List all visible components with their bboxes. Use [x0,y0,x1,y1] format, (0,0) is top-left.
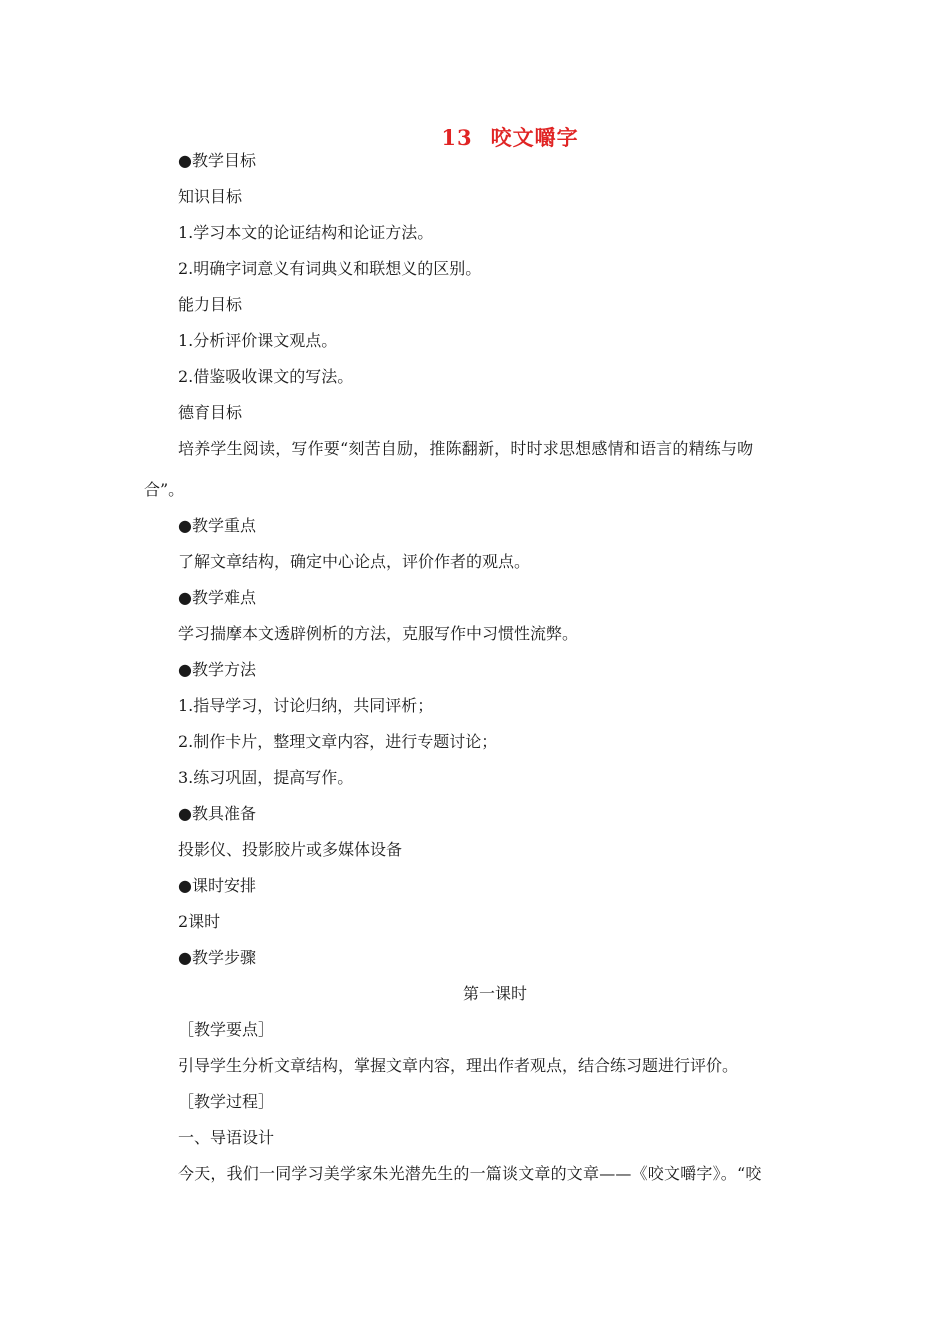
heading-teaching-focus: ●教学重点 [178,516,256,535]
subheading-knowledge-goals: 知识目标 [178,187,243,206]
paragraph-line: 投影仪、投影胶片或多媒体设备 [178,840,403,859]
heading-class-schedule: ●课时安排 [178,876,256,895]
paragraph-line: 合”。 [144,480,185,499]
heading-teaching-aids: ●教具准备 [178,804,256,823]
paragraph-line: 2课时 [178,912,221,931]
list-item: 1.指导学习，讨论归纳，共同评析； [178,696,434,715]
lesson-number: 13 [441,125,473,150]
paragraph-line: 今天，我们一同学习美学家朱光潜先生的一篇谈文章的文章——《咬文嚼字》。“咬 [178,1164,762,1183]
bracket-heading-key-points: ［教学要点］ [178,1020,275,1039]
heading-teaching-goals: ●教学目标 [178,151,256,170]
list-item: 3.练习巩固，提高写作。 [178,768,354,787]
lesson-title [70,122,950,152]
list-item: 2.明确字词意义有词典义和联想义的区别。 [178,259,482,278]
paragraph-line: 引导学生分析文章结构，掌握文章内容，理出作者观点，结合练习题进行评价。 [178,1056,739,1075]
heading-teaching-steps: ●教学步骤 [178,948,256,967]
list-item: 2.制作卡片，整理文章内容，进行专题讨论； [178,732,498,751]
paragraph-line: 学习揣摩本文透辟例析的方法，克服写作中习惯性流弊。 [178,624,579,643]
lesson-title-text: 咬文嚼字 [490,125,579,150]
paragraph-line: 培养学生阅读，写作要“刻苦自励，推陈翻新，时时求思想感情和语言的精练与吻 [178,439,754,458]
list-item: 1.分析评价课文观点。 [178,331,338,350]
subheading-intro-design: 一、导语设计 [178,1128,275,1147]
subheading-ability-goals: 能力目标 [178,295,243,314]
list-item: 1.学习本文的论证结构和论证方法。 [178,223,434,242]
heading-teaching-methods: ●教学方法 [178,660,256,679]
list-item: 2.借鉴吸收课文的写法。 [178,367,354,386]
paragraph-line: 了解文章结构，确定中心论点，评价作者的观点。 [178,552,531,571]
heading-teaching-difficulty: ●教学难点 [178,588,256,607]
section-title-first-lesson: 第一课时 [462,984,527,1003]
subheading-moral-goals: 德育目标 [178,403,243,422]
bracket-heading-process: ［教学过程］ [178,1092,275,1111]
